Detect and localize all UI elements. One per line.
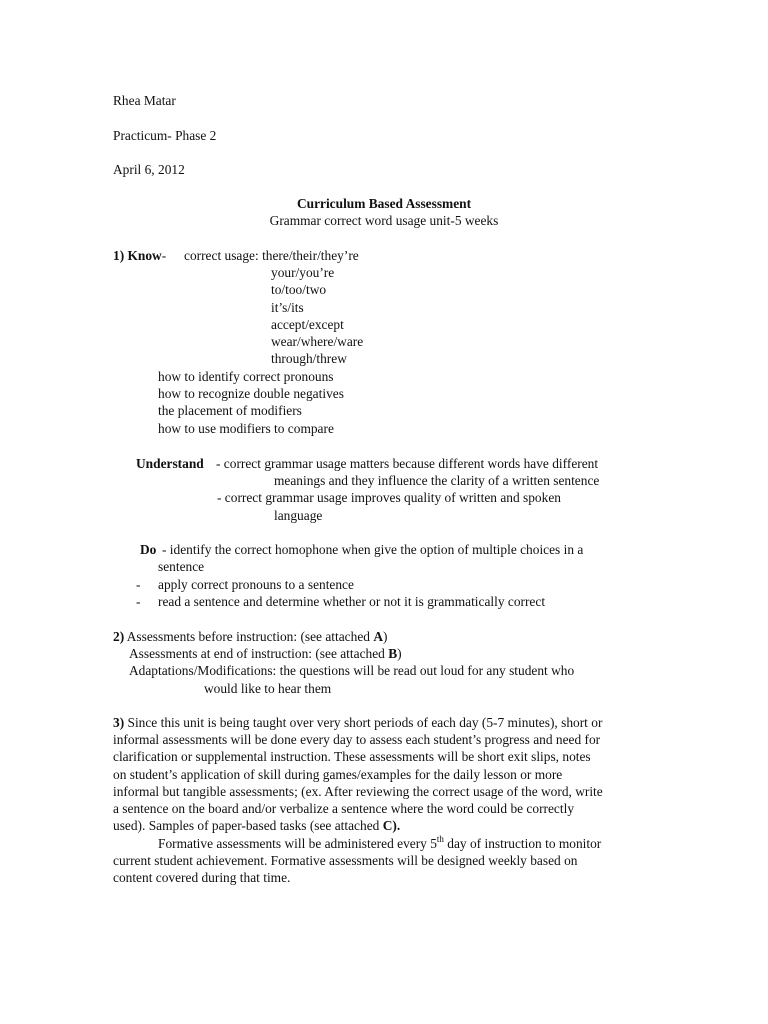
know-label: 1) Know [113,248,162,263]
word-pair-item: accept/except [271,317,344,332]
word-pair-item: it’s/its [271,300,304,315]
document-subtitle: Grammar correct word usage unit-5 weeks [269,213,499,228]
section3-paragraph: 3) Since this unit is being taught over very short periods of each day (5-7 minutes), short or informal assessments will be done every day to assess each student’s progress and need for clarification or supplemental instruction. These assessments will be short exit slips, notes on student’s application of skill during games/examples for the daily lesson or more informal but tangible assessments; (ex. After reviewing the correct usage of the word, write a sentence on the board and/or verbalize a sentence where the word could be correctly used). Samples of paper-based tasks (see attached C). [113,715,603,834]
do-bullet: - [136,594,141,609]
formative-paragraph-line: Formative assessments will be administered every 5th day of instruction to monitor [158,833,602,851]
understand-item-line: - correct grammar usage matters because different words have different [216,456,599,471]
do-item-line: read a sentence and determine whether or not it is grammatically correct [158,594,546,609]
do-item-line: apply correct pronouns to a sentence [158,577,354,592]
assessment-before-line: 2) Assessments before instruction: (see attached A) [113,629,388,644]
do-bullet: - [136,577,141,592]
adaptations-line: would like to hear them [204,681,332,696]
author-name: Rhea Matar [113,93,176,108]
know-section-heading [113,247,166,264]
formative-paragraph-line: current student achievement. Formative assessments will be designed weekly based on [113,853,578,868]
know-skill-item: how to recognize double negatives [158,386,344,401]
attachment-ref-a: A [373,629,383,644]
know-intro: correct usage: there/their/they’re [184,248,359,263]
formative-paragraph-line: content covered during that time. [113,870,291,885]
word-pair-item: wear/where/ware [271,334,364,349]
section3-number: 3) [113,715,125,730]
word-pair-item: your/you’re [271,265,335,280]
adaptations-line: Adaptations/Modifications: the questions will be read out loud for any student who [129,663,575,678]
understand-item-line: meanings and they influence the clarity of a written sentence [274,473,600,488]
word-pair-item: to/too/two [271,282,327,297]
attachment-ref-b: B [388,646,398,661]
know-skill-item: the placement of modifiers [158,403,302,418]
word-pair-item: through/threw [271,351,347,366]
document-date: April 6, 2012 [113,162,185,177]
know-skill-item: how to use modifiers to compare [158,421,334,436]
ordinal-superscript: th [436,833,444,844]
section2-number: 2) [113,629,125,644]
know-dash: - [161,248,167,263]
assessment-after-line: Assessments at end of instruction: (see attached B) [129,646,402,661]
know-skill-item: how to identify correct pronouns [158,369,334,384]
understand-label: Understand [136,456,204,471]
do-label: Do [140,542,157,557]
understand-item-line: language [274,508,323,523]
course-name: Practicum- Phase 2 [113,128,217,143]
attachment-ref-c: C). [382,818,401,834]
document-title: Curriculum Based Assessment [296,196,472,211]
do-item-line: - identify the correct homophone when give the option of multiple choices in a [162,542,584,557]
do-item-line: sentence [158,559,205,574]
understand-item-line: - correct grammar usage improves quality of written and spoken [217,490,561,505]
